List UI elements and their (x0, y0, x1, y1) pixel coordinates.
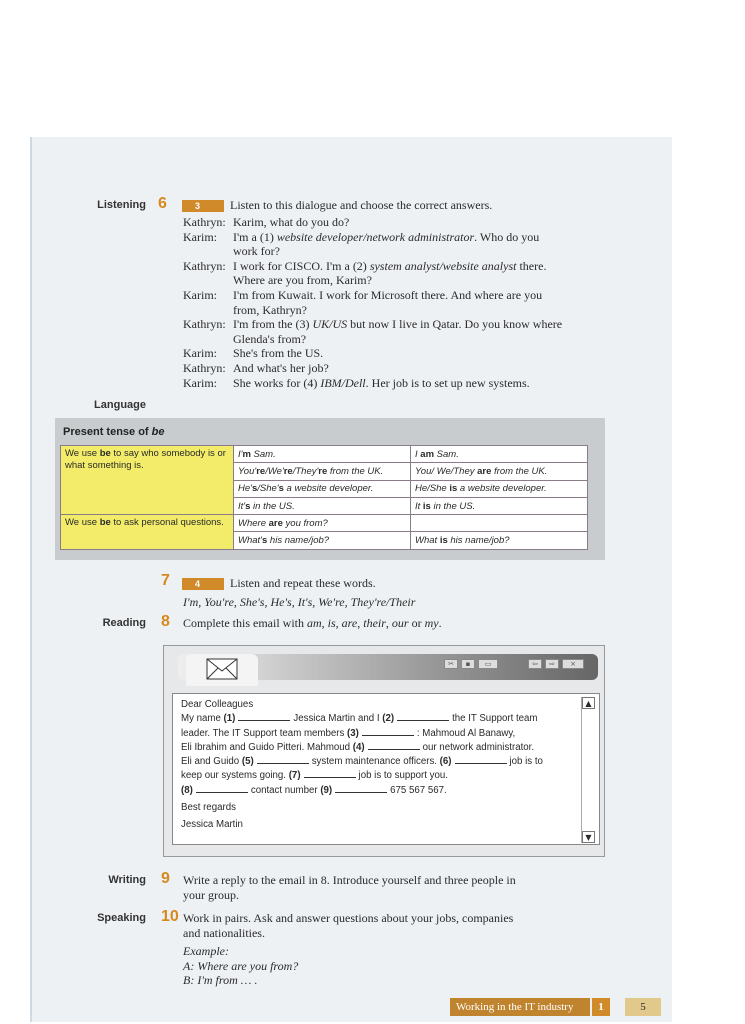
email-line (181, 784, 599, 798)
exercise-number: 7 (161, 572, 170, 589)
text-run: /She' (257, 483, 279, 495)
email-line (181, 769, 599, 783)
text-run: /We' (265, 465, 284, 477)
exercise-instruction: Work in pairs. Ask and answer questions about your jobs, companies and nationalities. (183, 911, 514, 940)
text-run: job is to (509, 756, 543, 768)
text-run: I work for CISCO. I'm a (2) (233, 258, 370, 273)
speaker: Karim: (183, 229, 217, 244)
text-run: Where (238, 517, 269, 529)
text-run: are (268, 517, 283, 529)
section-label-reading: Reading (102, 617, 146, 629)
text-run: , (335, 616, 342, 630)
text-run: , (357, 616, 364, 630)
answer-blank[interactable] (455, 763, 507, 764)
text-run: (2) (382, 713, 395, 725)
text-run: And what's her job? (233, 361, 329, 375)
text-run: Glenda's from? (233, 331, 307, 346)
text-run: /They' (292, 465, 319, 477)
text-run: re (256, 465, 266, 477)
example: Example: A: Where are you from? B: I'm from … . (183, 944, 299, 988)
text-run: My name (181, 713, 224, 725)
section-label-writing: Writing (108, 874, 146, 886)
text-run: re (283, 465, 293, 477)
text-run: our network administrator. (422, 741, 535, 753)
cd-track-icon[interactable]: 4 (182, 578, 224, 590)
short-form-cell (234, 446, 411, 463)
text-run: job is to support you. (358, 770, 448, 782)
answer-blank[interactable] (238, 720, 290, 721)
text-run: , (321, 616, 328, 630)
text-run: s (245, 500, 251, 512)
speaker: Karim: (183, 375, 217, 390)
text-run: is (439, 535, 448, 547)
text-run: s (251, 483, 258, 495)
text-run: (8) (181, 784, 193, 796)
text-run: Eli and Guido (181, 756, 242, 768)
full-form-cell (411, 446, 588, 463)
short-form-cell (234, 515, 411, 532)
cut-icon[interactable]: ✂ (444, 659, 458, 669)
email-line (181, 741, 599, 755)
text-run: are (477, 465, 492, 477)
text-run: from the UK. (491, 465, 548, 477)
email-tab (186, 654, 258, 686)
text-run: their (363, 616, 386, 630)
text-run: Jessica Martin (181, 819, 243, 831)
close-icon[interactable]: × (562, 659, 584, 669)
text-run: s (278, 483, 284, 495)
text-run: website developer/network administrator (276, 229, 475, 244)
text-run: I'm from the (3) (233, 317, 313, 332)
text-run: UK/US (312, 317, 348, 332)
text-run: am (306, 616, 322, 630)
scrollbar[interactable] (581, 697, 595, 843)
answer-blank[interactable] (397, 720, 449, 721)
text-run: his name/job? (267, 535, 330, 547)
full-form-cell (411, 463, 588, 480)
speaker: Kathryn: (183, 215, 226, 229)
forward-arrow-icon[interactable]: ⇨ (545, 659, 559, 669)
text-run: system maintenance officers. (311, 756, 440, 768)
text-run: my (424, 616, 439, 630)
text-run: Jessica Martin and I (293, 713, 383, 725)
text-run: the IT Support team (452, 713, 538, 725)
answer-blank[interactable] (257, 763, 309, 764)
text-run: m (242, 448, 251, 460)
text-run: but now I live in Qatar. Do you know where (347, 317, 563, 332)
text-run: We use (65, 517, 100, 529)
text-run: , (385, 616, 392, 630)
text-run: She's from the US. (233, 346, 324, 361)
rule-cell (61, 515, 234, 550)
text-run: It' (238, 500, 246, 512)
text-run: . Her job is to set up new systems. (365, 375, 530, 390)
short-form-cell (234, 463, 411, 480)
email-window (163, 645, 605, 857)
email-line (181, 801, 599, 815)
text-run: (4) (352, 741, 365, 753)
text-run: or (408, 616, 425, 630)
text-run: (6) (439, 756, 452, 768)
text-run: : Mahmoud Al Banawy, (416, 727, 516, 739)
text-run: I'm from Kuwait. I work for Microsoft there. And where are you (233, 288, 543, 302)
page-number: 5 (625, 998, 661, 1016)
text-run: leader. The IT Support team members (181, 727, 348, 739)
folder-icon[interactable]: ▭ (478, 659, 498, 669)
text-run: from the UK. (327, 465, 384, 477)
back-arrow-icon[interactable]: ⇦ (528, 659, 542, 669)
text-run: She works for (4) (233, 375, 321, 390)
text-run: (3) (347, 727, 359, 739)
answer-blank[interactable] (362, 735, 414, 736)
text-run: contact number (250, 784, 321, 796)
exercise-number: 10 (161, 908, 179, 925)
grammar-box (55, 418, 605, 560)
text-run: a website developer. (457, 483, 547, 495)
full-form-cell (411, 532, 588, 549)
text-run: Eli Ibrahim and Guido Pitteri. Mahmoud (181, 741, 353, 753)
grammar-table (60, 445, 588, 550)
text-run: in the US. (250, 500, 295, 512)
text-run: am (420, 448, 435, 460)
text-run: 675 567 567. (390, 784, 447, 796)
speaker: Karim: (183, 346, 217, 361)
section-label-speaking: Speaking (97, 912, 146, 924)
text-run: . Who do you (474, 229, 540, 244)
text-run: IBM/Dell (320, 375, 366, 390)
answer-blank[interactable] (335, 792, 387, 793)
answer-blank[interactable] (196, 792, 248, 793)
speaker: Kathryn: (183, 317, 226, 332)
speaker: Kathryn: (183, 258, 226, 273)
text-run: Karim, what do you do? (233, 215, 350, 229)
text-run: you from? (282, 517, 328, 529)
cd-track-icon[interactable]: 3 (182, 200, 224, 212)
text-run: Sam. (434, 448, 459, 460)
section-label-listening: Listening (97, 199, 146, 211)
email-body (172, 693, 600, 845)
text-run: to say who somebody is or what something is. (65, 448, 226, 471)
short-form-cell (234, 532, 411, 549)
table-row (61, 446, 588, 463)
text-run: It (415, 500, 423, 512)
section-label-language: Language (94, 399, 146, 411)
text-run: is (327, 616, 336, 630)
email-line (181, 698, 599, 712)
text-run: . (438, 616, 442, 630)
text-run: I' (238, 448, 243, 460)
text-run: be (99, 448, 111, 459)
text-run: (7) (288, 770, 301, 782)
email-line (181, 755, 599, 769)
short-form-cell (234, 480, 411, 497)
text-run: from, Kathryn? (233, 302, 307, 317)
text-run: I (415, 448, 421, 460)
text-run: Best regards (181, 802, 236, 814)
text-run: there. (516, 258, 547, 273)
text-run: You/ We/They (415, 465, 478, 477)
envelope-icon (206, 658, 238, 680)
exercise-number: 8 (161, 613, 170, 630)
text-run: our (391, 616, 409, 630)
text-run: his name/job? (447, 535, 510, 547)
pronunciation-words: I'm, You're, She's, He's, It's, We're, They're/Their (183, 595, 416, 609)
unit-footer: Working in the IT industry 1 (450, 998, 610, 1016)
text-run: What' (238, 535, 262, 547)
answer-blank[interactable] (304, 777, 356, 778)
text-run: system analyst/website analyst (369, 258, 517, 273)
text-run: You' (238, 465, 257, 477)
full-form-cell (411, 515, 588, 532)
text-run: keep our systems going. (181, 770, 289, 782)
text-run: is (422, 500, 431, 512)
speaker: Karim: (183, 288, 217, 302)
text-run: Dear Colleagues (181, 699, 254, 710)
email-line (181, 712, 599, 726)
text-run: work for? (233, 244, 280, 259)
exercise-instruction: 3 Listen to this dialogue and choose the correct answers. (182, 198, 492, 213)
text-run: to ask personal questions. (110, 517, 224, 529)
exercise-number: 9 (161, 870, 170, 887)
speaker: Kathryn: (183, 361, 226, 375)
answer-blank[interactable] (368, 749, 420, 750)
text-run: s (262, 535, 268, 547)
text-run: a website developer. (283, 483, 374, 495)
text-run: re (318, 465, 328, 477)
text-run: He/She (415, 483, 450, 495)
text-run: (1) (223, 713, 236, 725)
text-run: We use (65, 448, 100, 459)
exercise-number: 6 (158, 195, 167, 212)
full-form-cell (411, 497, 588, 514)
rule-cell (61, 446, 234, 515)
exercise-instruction (183, 616, 442, 631)
text-run: is (449, 483, 458, 495)
save-icon[interactable]: ▪ (461, 659, 475, 669)
scroll-up-icon[interactable]: ▲ (582, 697, 595, 709)
text-run: (9) (320, 784, 333, 796)
text-run: Sam. (250, 448, 276, 460)
email-line (181, 818, 599, 832)
grammar-box-title: Present tense of be (63, 426, 165, 438)
text-run: be (99, 517, 111, 529)
email-line (181, 727, 599, 741)
text-run: He' (238, 483, 252, 495)
scroll-down-icon[interactable]: ▼ (582, 831, 595, 843)
short-form-cell (234, 497, 411, 514)
text-run: I'm a (1) (233, 229, 277, 244)
text-run: are (341, 616, 358, 630)
exercise-instruction: 4 Listen and repeat these words. (182, 576, 376, 591)
text-run: Where are you from, Karim? (233, 273, 372, 288)
full-form-cell (411, 480, 588, 497)
text-run: Complete this email with (183, 616, 307, 630)
text-run: in the US. (430, 500, 476, 512)
table-row (61, 515, 588, 532)
text-run: What (415, 535, 440, 547)
text-run: (5) (241, 756, 254, 768)
exercise-instruction: Write a reply to the email in 8. Introduce yourself and three people in your group. (183, 873, 516, 902)
